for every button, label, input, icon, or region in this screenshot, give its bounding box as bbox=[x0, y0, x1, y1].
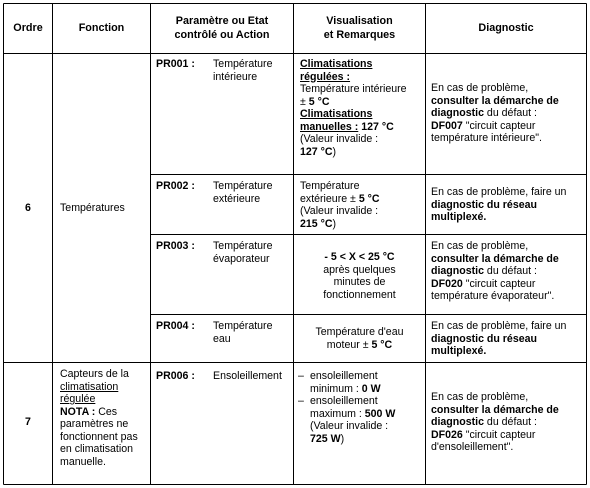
diagnostic-pr004 bbox=[431, 320, 585, 358]
diag-pr004-line3: multiplexé. bbox=[431, 345, 487, 357]
param-code-pr001 bbox=[156, 58, 195, 71]
vis-pr006-min-line1 bbox=[298, 370, 424, 383]
param-name-pr003-line1: Température bbox=[213, 240, 273, 252]
function-7-line1: Capteurs de la bbox=[60, 368, 129, 380]
header-parametre-line2: contrôlé ou Action bbox=[174, 29, 270, 41]
param-code-pr002 bbox=[156, 180, 195, 193]
diag-pr004-line1: En cas de problème, faire un bbox=[431, 320, 567, 332]
function-temperatures bbox=[60, 202, 125, 215]
vis-pr001-regulated-text: Température intérieure bbox=[300, 83, 407, 95]
header-fonction-label: Fonction bbox=[78, 22, 125, 34]
param-name-pr006-label: Ensoleillement bbox=[213, 370, 282, 382]
vis-pr001-tolerance-value: 5 °C bbox=[308, 95, 330, 108]
vis-pr001-manual-value: 127 °C bbox=[358, 120, 394, 133]
function-7-line5: paramètres ne bbox=[60, 418, 129, 430]
vis-pr006-min-value: 0 W bbox=[361, 382, 381, 395]
header-ordre bbox=[4, 21, 52, 35]
diag-pr003-line2: consulter la démarche de bbox=[431, 252, 559, 265]
diag-pr006-fault-code: DF026 bbox=[431, 428, 463, 441]
diag-pr001-line4 bbox=[431, 120, 585, 133]
diag-pr001-circuit: "circuit capteur bbox=[462, 119, 536, 132]
function-climate-sensors bbox=[60, 368, 150, 468]
header-parametre-line1: Paramètre ou Etat bbox=[175, 15, 269, 27]
param-code-pr003 bbox=[156, 240, 195, 253]
param-name-pr006 bbox=[213, 370, 282, 383]
param-name-pr002 bbox=[213, 180, 272, 205]
diag-pr003-du-defaut: du défaut : bbox=[483, 265, 537, 277]
param-code-pr006 bbox=[156, 370, 195, 383]
vis-pr003-line4: fonctionnement bbox=[323, 288, 396, 301]
header-parametre bbox=[151, 14, 293, 42]
header-visualisation-line1: Visualisation bbox=[326, 15, 393, 27]
diagnostic-pr006 bbox=[431, 391, 585, 454]
diag-pr006-line4 bbox=[431, 429, 585, 442]
header-diagnostic-label: Diagnostic bbox=[478, 22, 534, 34]
param-name-pr003 bbox=[213, 240, 272, 265]
vis-pr006-min-line2 bbox=[298, 383, 424, 396]
vis-pr003-line2: après quelques bbox=[323, 263, 396, 276]
vis-pr001-regulated-value bbox=[300, 96, 424, 109]
vis-pr001-invalid-line bbox=[300, 146, 424, 159]
vis-pr001-manual-line bbox=[300, 121, 424, 134]
vis-pr001-regulated-title-1: Climatisations bbox=[300, 58, 373, 70]
vis-pr004-engine: moteur ± bbox=[326, 338, 372, 351]
diag-pr003-line4 bbox=[431, 278, 585, 291]
header-fonction bbox=[53, 21, 150, 35]
function-7-line8: manuelle. bbox=[60, 455, 106, 468]
vis-pr002-line2 bbox=[300, 193, 424, 206]
param-code-pr004 bbox=[156, 320, 195, 333]
vis-pr006-invalid-value: 725 W bbox=[310, 432, 341, 445]
diagnostic-pr002 bbox=[431, 186, 585, 224]
order-7 bbox=[4, 416, 52, 429]
function-7-line2: climatisation bbox=[60, 380, 119, 393]
visualisation-pr002 bbox=[300, 180, 424, 230]
function-7-line3: régulée bbox=[60, 393, 96, 405]
diag-pr001-line3 bbox=[431, 107, 585, 120]
diag-pr003-line3 bbox=[431, 265, 585, 278]
vis-pr006-max-line2 bbox=[298, 408, 424, 421]
param-name-pr003-line2: évaporateur bbox=[213, 252, 270, 265]
header-visualisation bbox=[294, 14, 425, 42]
order-6 bbox=[4, 202, 52, 215]
param-name-pr001 bbox=[213, 58, 272, 83]
diag-pr003-line5: température évaporateur". bbox=[431, 290, 555, 302]
diag-pr006-circuit: "circuit capteur bbox=[462, 428, 536, 441]
diag-pr002-line2: diagnostic du réseau bbox=[431, 198, 537, 211]
diag-pr001-diagnostic: diagnostic bbox=[431, 107, 484, 119]
visualisation-pr004 bbox=[294, 326, 425, 351]
diag-pr006-line5: d'ensoleillement". bbox=[431, 441, 514, 453]
vis-pr006-invalid-line bbox=[298, 433, 424, 446]
param-name-pr002-line2: extérieure bbox=[213, 192, 261, 205]
vis-pr002-invalid-label: (Valeur invalide : bbox=[300, 205, 379, 217]
diag-pr006-line2: consulter la démarche de bbox=[431, 403, 559, 416]
diag-pr003-diagnostic: diagnostic bbox=[431, 265, 484, 277]
param-code-pr001-label: PR001 : bbox=[156, 58, 195, 70]
diag-pr001-line2: consulter la démarche de bbox=[431, 94, 559, 107]
diag-pr006-du-defaut: du défaut : bbox=[483, 416, 537, 428]
param-name-pr001-line1: Température bbox=[213, 58, 273, 70]
diag-pr003-line1: En cas de problème, bbox=[431, 240, 529, 252]
diag-pr006-diagnostic: diagnostic bbox=[431, 416, 484, 428]
vis-pr006-max-label: maximum : bbox=[310, 407, 365, 420]
param-name-pr001-line2: intérieure bbox=[213, 70, 258, 83]
param-code-pr004-label: PR004 : bbox=[156, 320, 195, 332]
vis-pr004-tolerance: 5 °C bbox=[371, 338, 393, 351]
diag-pr001-line5: température intérieure". bbox=[431, 132, 542, 144]
vis-pr002-invalid-value: 215 °C bbox=[300, 217, 333, 230]
vis-pr001-tolerance-prefix: ± bbox=[300, 95, 309, 108]
visualisation-pr003 bbox=[294, 251, 425, 301]
vis-pr001-invalid-value: 127 °C bbox=[300, 145, 333, 158]
diag-pr001-line1: En cas de problème, bbox=[431, 82, 529, 94]
param-code-pr002-label: PR002 : bbox=[156, 180, 195, 192]
diag-pr006-line1: En cas de problème, bbox=[431, 391, 529, 403]
vis-pr001-invalid-close: ) bbox=[332, 145, 337, 158]
param-name-pr002-line1: Température bbox=[213, 180, 273, 192]
diag-pr001-du-defaut: du défaut : bbox=[483, 107, 537, 119]
param-code-pr003-label: PR003 : bbox=[156, 240, 195, 252]
vis-pr006-max-title: ensoleillement bbox=[310, 395, 378, 407]
vis-pr006-min-title: ensoleillement bbox=[310, 370, 378, 382]
function-temperatures-label: Températures bbox=[60, 202, 125, 214]
vis-pr002-line1: Température bbox=[300, 180, 360, 192]
vis-pr006-dash-1: – bbox=[298, 370, 304, 382]
param-name-pr004-line2: eau bbox=[213, 332, 231, 345]
function-7-line4 bbox=[60, 406, 150, 419]
vis-pr006-dash-2: – bbox=[298, 395, 304, 407]
diag-pr002-line3: multiplexé. bbox=[431, 211, 487, 223]
vis-pr003-line3: minutes de bbox=[333, 276, 386, 288]
vis-pr002-exterior: extérieure ± bbox=[300, 192, 359, 205]
diag-pr006-line3 bbox=[431, 416, 585, 429]
vis-pr001-regulated-title-2: régulées : bbox=[300, 70, 351, 83]
param-code-pr006-label: PR006 : bbox=[156, 370, 195, 382]
diag-pr004-line2: diagnostic du réseau bbox=[431, 332, 537, 345]
vis-pr006-max-value: 500 W bbox=[364, 407, 396, 420]
vis-pr004-line2 bbox=[294, 339, 425, 352]
vis-pr001-manual-title-2: manuelles : bbox=[300, 120, 359, 133]
vis-pr002-invalid-line bbox=[300, 218, 424, 231]
diag-pr001-fault-code: DF007 bbox=[431, 119, 463, 132]
param-name-pr004 bbox=[213, 320, 272, 345]
function-7-line7: en climatisation bbox=[60, 443, 134, 455]
diagnostic-pr003 bbox=[431, 240, 585, 303]
visualisation-pr006 bbox=[298, 370, 424, 445]
diag-pr003-circuit: "circuit capteur bbox=[462, 277, 536, 290]
function-7-line6: fonctionnent pas bbox=[60, 430, 138, 443]
function-7-ces: Ces bbox=[95, 405, 118, 418]
vis-pr001-invalid-label: (Valeur invalide : bbox=[300, 133, 379, 145]
diag-pr002-line1: En cas de problème, faire un bbox=[431, 186, 567, 198]
vis-pr003-range: - 5 < X < 25 °C bbox=[324, 251, 395, 263]
order-6-label: 6 bbox=[25, 202, 31, 214]
vis-pr006-min-label: minimum : bbox=[310, 382, 362, 395]
diag-pr003-fault-code: DF020 bbox=[431, 277, 463, 290]
vis-pr002-tolerance: 5 °C bbox=[358, 192, 380, 205]
param-name-pr004-line1: Température bbox=[213, 320, 273, 332]
vis-pr006-max-line1 bbox=[298, 395, 424, 408]
header-ordre-label: Ordre bbox=[13, 22, 43, 34]
header-visualisation-line2: et Remarques bbox=[323, 29, 396, 41]
vis-pr006-invalid-close: ) bbox=[340, 432, 345, 445]
function-7-nota: NOTA : bbox=[60, 405, 96, 418]
vis-pr001-manual-title-1: Climatisations bbox=[300, 108, 373, 120]
visualisation-pr001 bbox=[300, 58, 424, 158]
vis-pr004-line1: Température d'eau bbox=[315, 326, 404, 338]
order-7-label: 7 bbox=[25, 416, 31, 428]
diagnostic-pr001 bbox=[431, 82, 585, 145]
vis-pr006-invalid-label: (Valeur invalide : bbox=[310, 420, 389, 432]
vis-pr002-invalid-close: ) bbox=[332, 217, 337, 230]
header-diagnostic bbox=[426, 21, 586, 35]
